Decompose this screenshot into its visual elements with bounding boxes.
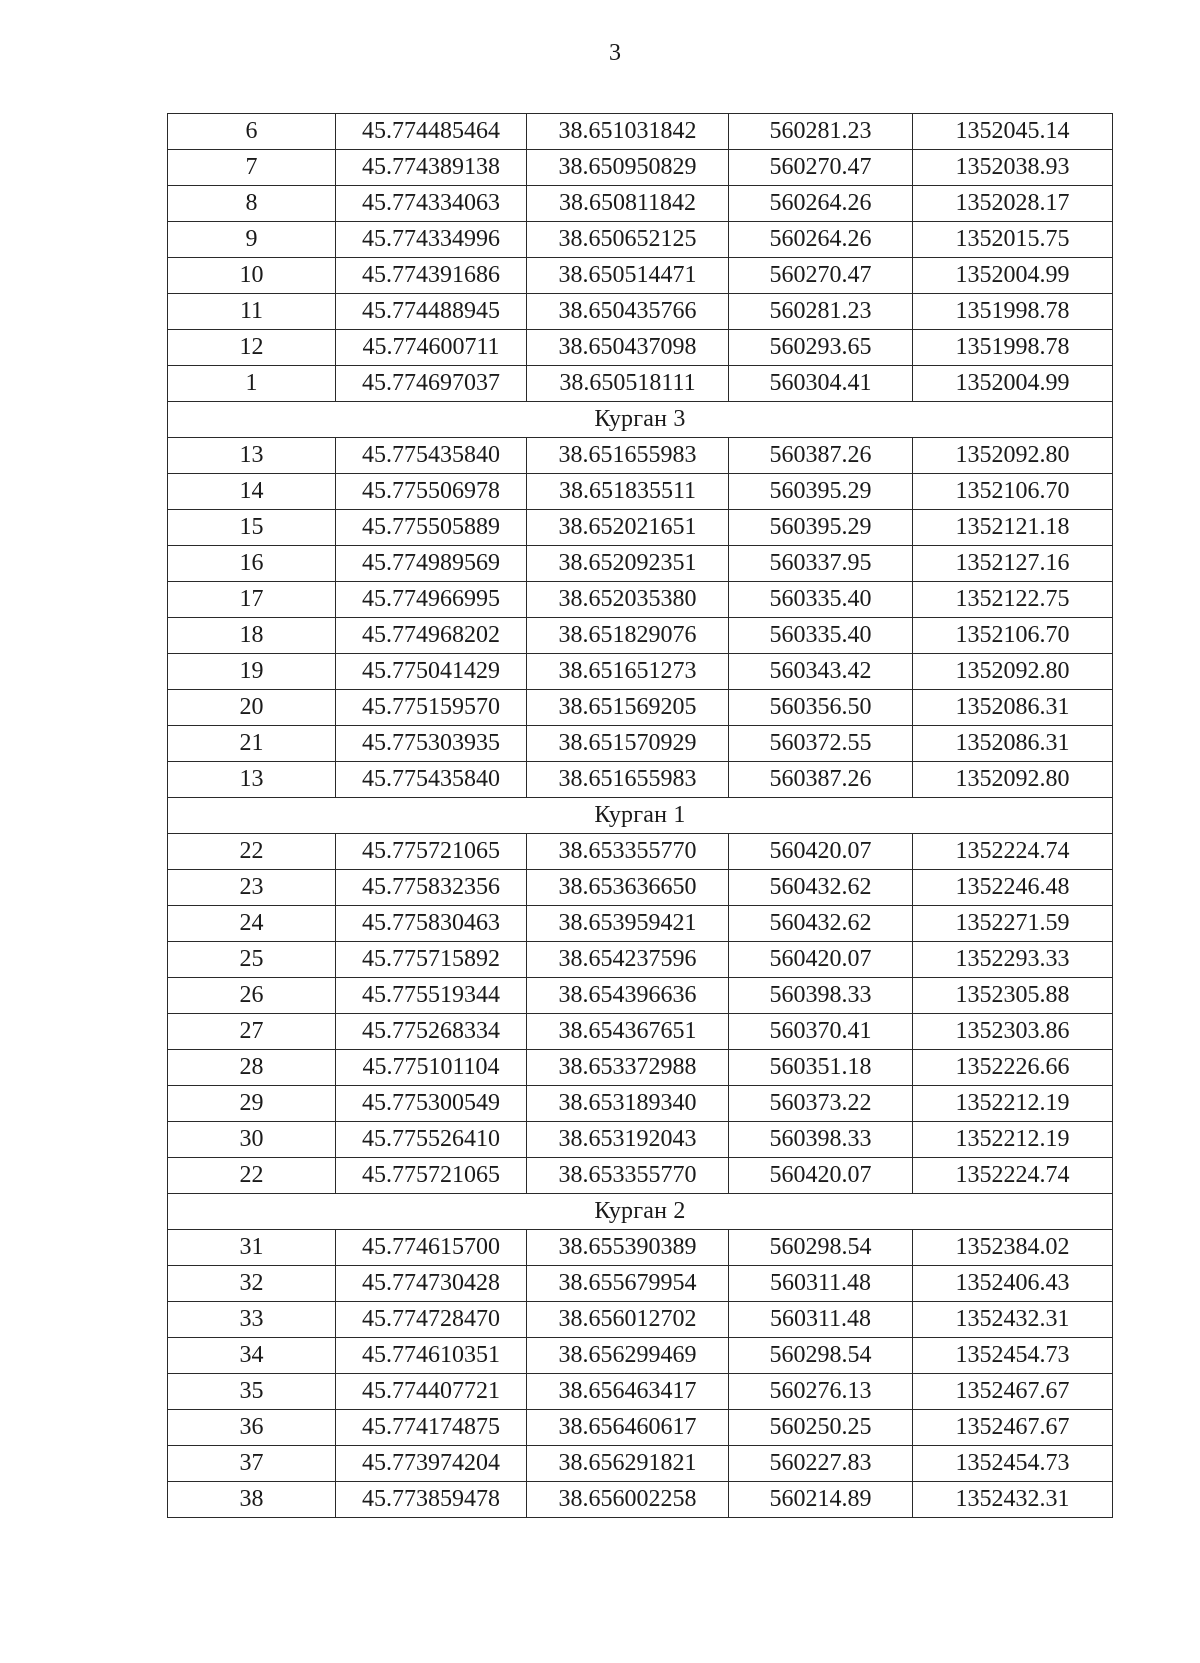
point-number-cell: 28 — [168, 1050, 336, 1086]
latitude-cell: 45.775041429 — [336, 654, 527, 690]
y-coordinate-cell: 1352454.73 — [913, 1446, 1113, 1482]
table-row — [168, 582, 1113, 618]
section-heading-row — [168, 1194, 1113, 1230]
y-coordinate-cell: 1352224.74 — [913, 1158, 1113, 1194]
point-number-cell: 13 — [168, 762, 336, 798]
table-row — [168, 618, 1113, 654]
table-row — [168, 294, 1113, 330]
y-coordinate-cell: 1352271.59 — [913, 906, 1113, 942]
y-coordinate-cell: 1352028.17 — [913, 186, 1113, 222]
point-number-cell: 36 — [168, 1410, 336, 1446]
x-coordinate-cell: 560420.07 — [729, 834, 913, 870]
x-coordinate-cell: 560432.62 — [729, 906, 913, 942]
table-row — [168, 114, 1113, 150]
table-row — [168, 438, 1113, 474]
table-row — [168, 1482, 1113, 1518]
latitude-cell: 45.775435840 — [336, 438, 527, 474]
point-number-cell: 35 — [168, 1374, 336, 1410]
point-number-cell: 26 — [168, 978, 336, 1014]
point-number-cell: 6 — [168, 114, 336, 150]
y-coordinate-cell: 1352092.80 — [913, 438, 1113, 474]
longitude-cell: 38.653636650 — [527, 870, 729, 906]
latitude-cell: 45.774728470 — [336, 1302, 527, 1338]
x-coordinate-cell: 560281.23 — [729, 294, 913, 330]
point-number-cell: 38 — [168, 1482, 336, 1518]
longitude-cell: 38.654367651 — [527, 1014, 729, 1050]
point-number-cell: 21 — [168, 726, 336, 762]
y-coordinate-cell: 1352432.31 — [913, 1482, 1113, 1518]
latitude-cell: 45.775159570 — [336, 690, 527, 726]
latitude-cell: 45.775101104 — [336, 1050, 527, 1086]
latitude-cell: 45.774989569 — [336, 546, 527, 582]
table-row — [168, 474, 1113, 510]
section-heading: Курган 1 — [168, 798, 1113, 834]
latitude-cell: 45.774697037 — [336, 366, 527, 402]
latitude-cell: 45.775830463 — [336, 906, 527, 942]
point-number-cell: 15 — [168, 510, 336, 546]
x-coordinate-cell: 560337.95 — [729, 546, 913, 582]
latitude-cell: 45.775268334 — [336, 1014, 527, 1050]
x-coordinate-cell: 560281.23 — [729, 114, 913, 150]
longitude-cell: 38.656460617 — [527, 1410, 729, 1446]
longitude-cell: 38.656291821 — [527, 1446, 729, 1482]
longitude-cell: 38.651569205 — [527, 690, 729, 726]
point-number-cell: 27 — [168, 1014, 336, 1050]
latitude-cell: 45.775519344 — [336, 978, 527, 1014]
longitude-cell: 38.656002258 — [527, 1482, 729, 1518]
table-row — [168, 1230, 1113, 1266]
x-coordinate-cell: 560373.22 — [729, 1086, 913, 1122]
longitude-cell: 38.650811842 — [527, 186, 729, 222]
table-row — [168, 690, 1113, 726]
point-number-cell: 11 — [168, 294, 336, 330]
y-coordinate-cell: 1352406.43 — [913, 1266, 1113, 1302]
longitude-cell: 38.656012702 — [527, 1302, 729, 1338]
latitude-cell: 45.774968202 — [336, 618, 527, 654]
table-row — [168, 222, 1113, 258]
table-row — [168, 1122, 1113, 1158]
table-row — [168, 150, 1113, 186]
latitude-cell: 45.774610351 — [336, 1338, 527, 1374]
latitude-cell: 45.774389138 — [336, 150, 527, 186]
table-row — [168, 546, 1113, 582]
latitude-cell: 45.775505889 — [336, 510, 527, 546]
point-number-cell: 20 — [168, 690, 336, 726]
x-coordinate-cell: 560432.62 — [729, 870, 913, 906]
latitude-cell: 45.775300549 — [336, 1086, 527, 1122]
table-row — [168, 366, 1113, 402]
latitude-cell: 45.775526410 — [336, 1122, 527, 1158]
point-number-cell: 34 — [168, 1338, 336, 1374]
x-coordinate-cell: 560398.33 — [729, 978, 913, 1014]
y-coordinate-cell: 1352045.14 — [913, 114, 1113, 150]
x-coordinate-cell: 560250.25 — [729, 1410, 913, 1446]
y-coordinate-cell: 1352226.66 — [913, 1050, 1113, 1086]
point-number-cell: 19 — [168, 654, 336, 690]
longitude-cell: 38.652021651 — [527, 510, 729, 546]
longitude-cell: 38.653355770 — [527, 1158, 729, 1194]
longitude-cell: 38.651655983 — [527, 438, 729, 474]
y-coordinate-cell: 1352212.19 — [913, 1086, 1113, 1122]
y-coordinate-cell: 1352121.18 — [913, 510, 1113, 546]
latitude-cell: 45.775721065 — [336, 834, 527, 870]
x-coordinate-cell: 560387.26 — [729, 438, 913, 474]
y-coordinate-cell: 1351998.78 — [913, 330, 1113, 366]
latitude-cell: 45.774730428 — [336, 1266, 527, 1302]
y-coordinate-cell: 1352015.75 — [913, 222, 1113, 258]
y-coordinate-cell: 1352303.86 — [913, 1014, 1113, 1050]
point-number-cell: 33 — [168, 1302, 336, 1338]
table-row — [168, 1338, 1113, 1374]
x-coordinate-cell: 560372.55 — [729, 726, 913, 762]
y-coordinate-cell: 1352224.74 — [913, 834, 1113, 870]
table-row — [168, 726, 1113, 762]
point-number-cell: 7 — [168, 150, 336, 186]
table-row — [168, 1302, 1113, 1338]
latitude-cell: 45.774174875 — [336, 1410, 527, 1446]
x-coordinate-cell: 560276.13 — [729, 1374, 913, 1410]
table-row — [168, 1410, 1113, 1446]
latitude-cell: 45.775506978 — [336, 474, 527, 510]
x-coordinate-cell: 560214.89 — [729, 1482, 913, 1518]
y-coordinate-cell: 1352293.33 — [913, 942, 1113, 978]
x-coordinate-cell: 560395.29 — [729, 510, 913, 546]
y-coordinate-cell: 1352086.31 — [913, 690, 1113, 726]
table-row — [168, 870, 1113, 906]
table-row — [168, 186, 1113, 222]
section-heading-row — [168, 798, 1113, 834]
y-coordinate-cell: 1352004.99 — [913, 366, 1113, 402]
x-coordinate-cell: 560395.29 — [729, 474, 913, 510]
point-number-cell: 13 — [168, 438, 336, 474]
latitude-cell: 45.774391686 — [336, 258, 527, 294]
longitude-cell: 38.650514471 — [527, 258, 729, 294]
table-row — [168, 1374, 1113, 1410]
longitude-cell: 38.651655983 — [527, 762, 729, 798]
longitude-cell: 38.650437098 — [527, 330, 729, 366]
x-coordinate-cell: 560370.41 — [729, 1014, 913, 1050]
x-coordinate-cell: 560335.40 — [729, 582, 913, 618]
longitude-cell: 38.654396636 — [527, 978, 729, 1014]
latitude-cell: 45.774334996 — [336, 222, 527, 258]
latitude-cell: 45.775435840 — [336, 762, 527, 798]
longitude-cell: 38.651829076 — [527, 618, 729, 654]
y-coordinate-cell: 1352038.93 — [913, 150, 1113, 186]
point-number-cell: 37 — [168, 1446, 336, 1482]
longitude-cell: 38.650435766 — [527, 294, 729, 330]
x-coordinate-cell: 560420.07 — [729, 942, 913, 978]
longitude-cell: 38.650652125 — [527, 222, 729, 258]
point-number-cell: 22 — [168, 834, 336, 870]
longitude-cell: 38.652092351 — [527, 546, 729, 582]
table-row — [168, 1266, 1113, 1302]
page-number: 3 — [609, 40, 621, 66]
x-coordinate-cell: 560398.33 — [729, 1122, 913, 1158]
longitude-cell: 38.655679954 — [527, 1266, 729, 1302]
x-coordinate-cell: 560304.41 — [729, 366, 913, 402]
x-coordinate-cell: 560227.83 — [729, 1446, 913, 1482]
point-number-cell: 12 — [168, 330, 336, 366]
point-number-cell: 30 — [168, 1122, 336, 1158]
point-number-cell: 1 — [168, 366, 336, 402]
latitude-cell: 45.774615700 — [336, 1230, 527, 1266]
x-coordinate-cell: 560356.50 — [729, 690, 913, 726]
longitude-cell: 38.650950829 — [527, 150, 729, 186]
longitude-cell: 38.654237596 — [527, 942, 729, 978]
longitude-cell: 38.651651273 — [527, 654, 729, 690]
longitude-cell: 38.653959421 — [527, 906, 729, 942]
longitude-cell: 38.653355770 — [527, 834, 729, 870]
point-number-cell: 25 — [168, 942, 336, 978]
latitude-cell: 45.774600711 — [336, 330, 527, 366]
point-number-cell: 18 — [168, 618, 336, 654]
table-row — [168, 1158, 1113, 1194]
table-row — [168, 1446, 1113, 1482]
longitude-cell: 38.655390389 — [527, 1230, 729, 1266]
latitude-cell: 45.775715892 — [336, 942, 527, 978]
table-row — [168, 906, 1113, 942]
x-coordinate-cell: 560387.26 — [729, 762, 913, 798]
coordinates-table — [167, 113, 1113, 1518]
latitude-cell: 45.775303935 — [336, 726, 527, 762]
coordinates-table-body — [168, 114, 1113, 1518]
y-coordinate-cell: 1352305.88 — [913, 978, 1113, 1014]
x-coordinate-cell: 560293.65 — [729, 330, 913, 366]
y-coordinate-cell: 1352092.80 — [913, 762, 1113, 798]
table-row — [168, 654, 1113, 690]
longitude-cell: 38.653192043 — [527, 1122, 729, 1158]
y-coordinate-cell: 1352106.70 — [913, 618, 1113, 654]
point-number-cell: 32 — [168, 1266, 336, 1302]
latitude-cell: 45.774334063 — [336, 186, 527, 222]
point-number-cell: 29 — [168, 1086, 336, 1122]
point-number-cell: 17 — [168, 582, 336, 618]
longitude-cell: 38.653189340 — [527, 1086, 729, 1122]
y-coordinate-cell: 1352127.16 — [913, 546, 1113, 582]
y-coordinate-cell: 1352122.75 — [913, 582, 1113, 618]
x-coordinate-cell: 560351.18 — [729, 1050, 913, 1086]
longitude-cell: 38.651031842 — [527, 114, 729, 150]
latitude-cell: 45.774485464 — [336, 114, 527, 150]
point-number-cell: 9 — [168, 222, 336, 258]
table-row — [168, 1086, 1113, 1122]
y-coordinate-cell: 1352246.48 — [913, 870, 1113, 906]
latitude-cell: 45.773974204 — [336, 1446, 527, 1482]
point-number-cell: 24 — [168, 906, 336, 942]
latitude-cell: 45.775832356 — [336, 870, 527, 906]
section-heading: Курган 3 — [168, 402, 1113, 438]
latitude-cell: 45.774407721 — [336, 1374, 527, 1410]
table-row — [168, 330, 1113, 366]
point-number-cell: 8 — [168, 186, 336, 222]
longitude-cell: 38.651835511 — [527, 474, 729, 510]
latitude-cell: 45.775721065 — [336, 1158, 527, 1194]
y-coordinate-cell: 1352086.31 — [913, 726, 1113, 762]
x-coordinate-cell: 560311.48 — [729, 1302, 913, 1338]
section-heading: Курган 2 — [168, 1194, 1113, 1230]
longitude-cell: 38.651570929 — [527, 726, 729, 762]
y-coordinate-cell: 1352467.67 — [913, 1374, 1113, 1410]
longitude-cell: 38.653372988 — [527, 1050, 729, 1086]
y-coordinate-cell: 1352004.99 — [913, 258, 1113, 294]
longitude-cell: 38.656463417 — [527, 1374, 729, 1410]
latitude-cell: 45.774966995 — [336, 582, 527, 618]
latitude-cell: 45.773859478 — [336, 1482, 527, 1518]
latitude-cell: 45.774488945 — [336, 294, 527, 330]
table-row — [168, 978, 1113, 1014]
x-coordinate-cell: 560264.26 — [729, 186, 913, 222]
table-row — [168, 762, 1113, 798]
y-coordinate-cell: 1352106.70 — [913, 474, 1113, 510]
table-row — [168, 258, 1113, 294]
table-row — [168, 942, 1113, 978]
point-number-cell: 14 — [168, 474, 336, 510]
x-coordinate-cell: 560264.26 — [729, 222, 913, 258]
y-coordinate-cell: 1351998.78 — [913, 294, 1113, 330]
point-number-cell: 31 — [168, 1230, 336, 1266]
table-row — [168, 1014, 1113, 1050]
longitude-cell: 38.656299469 — [527, 1338, 729, 1374]
y-coordinate-cell: 1352467.67 — [913, 1410, 1113, 1446]
x-coordinate-cell: 560343.42 — [729, 654, 913, 690]
x-coordinate-cell: 560298.54 — [729, 1230, 913, 1266]
y-coordinate-cell: 1352454.73 — [913, 1338, 1113, 1374]
x-coordinate-cell: 560420.07 — [729, 1158, 913, 1194]
point-number-cell: 22 — [168, 1158, 336, 1194]
table-row — [168, 834, 1113, 870]
table-row — [168, 1050, 1113, 1086]
section-heading-row — [168, 402, 1113, 438]
longitude-cell: 38.652035380 — [527, 582, 729, 618]
longitude-cell: 38.650518111 — [527, 366, 729, 402]
point-number-cell: 23 — [168, 870, 336, 906]
y-coordinate-cell: 1352432.31 — [913, 1302, 1113, 1338]
x-coordinate-cell: 560270.47 — [729, 150, 913, 186]
y-coordinate-cell: 1352384.02 — [913, 1230, 1113, 1266]
y-coordinate-cell: 1352092.80 — [913, 654, 1113, 690]
point-number-cell: 16 — [168, 546, 336, 582]
point-number-cell: 10 — [168, 258, 336, 294]
x-coordinate-cell: 560298.54 — [729, 1338, 913, 1374]
y-coordinate-cell: 1352212.19 — [913, 1122, 1113, 1158]
x-coordinate-cell: 560311.48 — [729, 1266, 913, 1302]
x-coordinate-cell: 560335.40 — [729, 618, 913, 654]
x-coordinate-cell: 560270.47 — [729, 258, 913, 294]
table-row — [168, 510, 1113, 546]
